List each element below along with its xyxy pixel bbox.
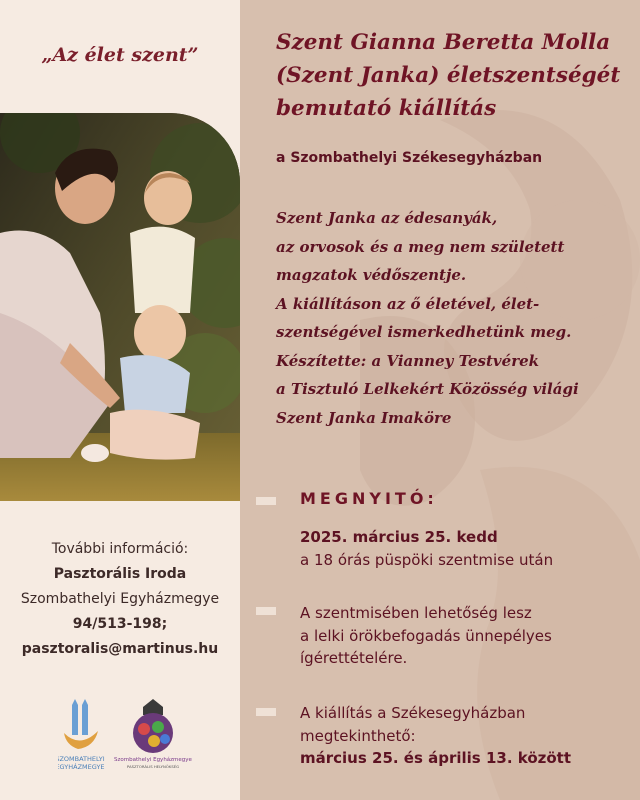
viewing-line1: A kiállítás a Székesegyházban: [300, 704, 526, 722]
diocese-logo-line1: SZOMBATHELYI: [58, 755, 105, 763]
logo-graphics: [58, 697, 218, 777]
description-line: a Tisztuló Lelkekért Közösség világi: [276, 380, 579, 398]
opening-date: 2025. március 25. kedd: [300, 528, 498, 546]
title-line: Szent Gianna Beretta Molla: [276, 30, 611, 55]
viewing-dates: március 25. és április 13. között: [300, 749, 572, 767]
exhibition-title: [276, 26, 626, 125]
description-line: Készítette: a Vianney Testvérek: [276, 351, 540, 370]
mass-note-line: A szentmisében lehetőség lesz: [300, 604, 532, 622]
diocese-name: Szombathelyi Egyházmegye: [20, 591, 220, 607]
quote-title: „Az élet szent”: [41, 44, 199, 66]
viewing-line2: megtekinthető:: [300, 726, 416, 745]
diocese-logo: [58, 699, 105, 771]
location-subtitle: a Szombathelyi Székesegyházban: [276, 150, 543, 166]
opening-time: a 18 órás püspöki szentmise után: [300, 550, 554, 569]
description-line: szentségével ismerkedhetünk meg.: [276, 323, 572, 341]
title-line: bemutató kiállítás: [276, 96, 497, 121]
description-line: magzatok védőszentje.: [276, 266, 467, 284]
mass-note-line: ígérettételére.: [300, 649, 408, 667]
mass-note: [300, 602, 630, 670]
office-name: Pasztorális Iroda: [53, 566, 187, 582]
contact-info: [0, 537, 240, 662]
photo-illustration: [0, 113, 240, 501]
description-line: az orvosok és a meg nem született: [276, 237, 565, 256]
description-line: Szent Janka az édesanyák,: [276, 209, 498, 227]
divider-mark: [256, 497, 276, 505]
diocese-logo-line2: EGYHÁZMEGYE: [58, 763, 105, 771]
viewing-info: [300, 702, 630, 770]
email-address[interactable]: pasztoralis@martinus.hu: [21, 641, 219, 657]
pastoral-office-logo: [114, 699, 192, 769]
description-line: A kiállításon az ő életével, élet-: [276, 294, 540, 313]
logos: [58, 697, 218, 777]
photo-mother-with-children: [0, 113, 240, 501]
pastoral-logo-line2: PASZTORÁLIS HELYNÖKSÉG: [126, 764, 180, 769]
divider-mark: [256, 708, 276, 716]
divider-mark: [256, 607, 276, 615]
opening-heading: MEGNYITÓ:: [300, 489, 438, 508]
title-line: (Szent Janka) életszentségét: [276, 63, 621, 88]
left-panel: [0, 0, 240, 800]
description: [276, 204, 626, 432]
description-line: Szent Janka Imaköre: [276, 408, 452, 427]
info-heading: További információ:: [51, 541, 189, 557]
mass-note-line: a lelki örökbefogadás ünnepélyes: [300, 626, 552, 645]
opening-details: [300, 526, 630, 571]
phone-number[interactable]: 94/513-198;: [72, 616, 168, 632]
pastoral-logo-line1: Szombathelyi Egyházmegye: [114, 757, 192, 763]
